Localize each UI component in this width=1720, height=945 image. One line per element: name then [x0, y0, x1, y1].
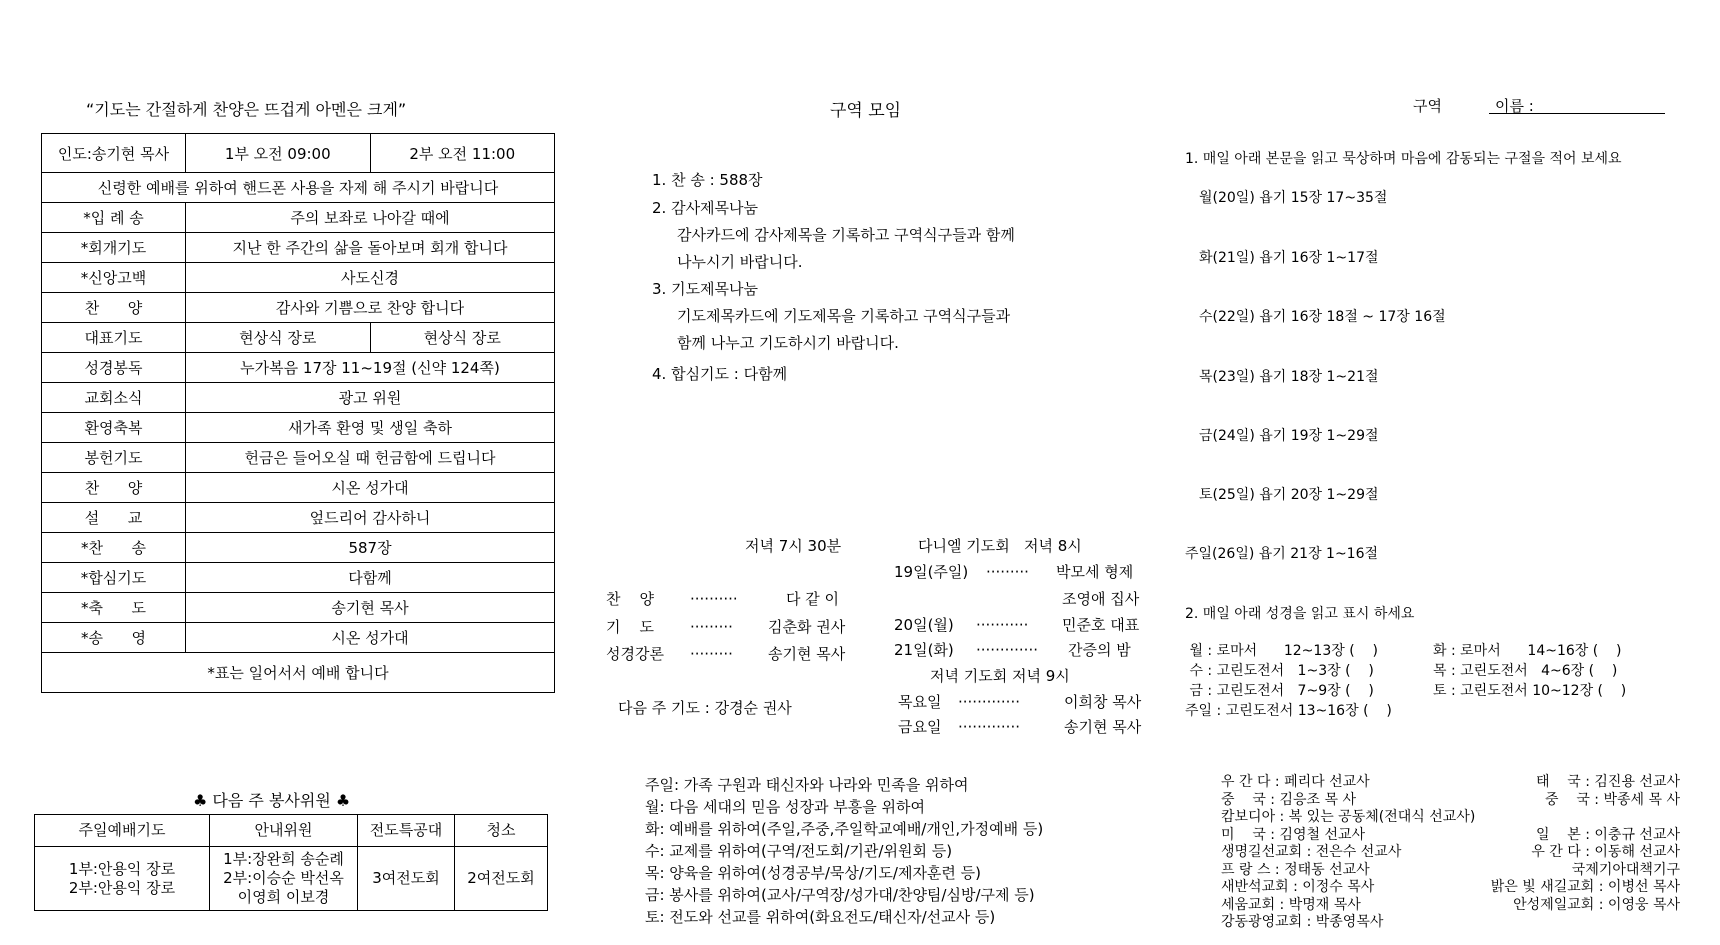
prayer-topics: [645, 774, 1043, 928]
name-label: 이름 :: [1495, 97, 1534, 115]
order-label: 환영축복: [42, 413, 186, 443]
daniel-row: [894, 561, 1149, 582]
reading-item: 수 : 고린도전서 1~3장 ( ): [1185, 663, 1374, 679]
missionary-item: 국제기아대책기구: [1571, 861, 1680, 878]
order-value: 사도신경: [186, 263, 555, 293]
order-value: 지난 한 주간의 삶을 돌아보며 회개 합니다: [186, 233, 555, 263]
order-label: 설 교: [42, 503, 186, 533]
order-value-2: 현상식 장로: [370, 323, 555, 353]
order-label: *회개기도: [42, 233, 186, 263]
daniel-row: [894, 639, 1149, 660]
order-value: 감사와 기쁨으로 찬양 합니다: [186, 293, 555, 323]
order-row: [42, 383, 555, 413]
daniel-row: [898, 691, 1153, 712]
order-label: 찬 양: [42, 293, 186, 323]
evening-dots: ·········: [690, 645, 733, 663]
prayer-line: 1부:안용익 장로: [68, 859, 176, 878]
service2-cell: 2부 오전 11:00: [370, 134, 555, 173]
prayer-cell: [35, 847, 210, 911]
daniel-name: 간증의 밤: [1068, 641, 1131, 659]
evening-value: 송기현 목사: [768, 645, 846, 663]
order-value: 시온 성가대: [186, 623, 555, 653]
cleaning-cell: 2여전도회: [455, 847, 548, 911]
daniel-name: 민준호 대표: [1062, 616, 1140, 634]
order-row: [42, 473, 555, 503]
worship-order-table: [41, 133, 555, 693]
prayer-topic: 주일: 가족 구원과 태신자와 나라와 민족을 위하여: [645, 776, 969, 794]
order-value: 엎드리어 감사하니: [186, 503, 555, 533]
meditation-day: 금(24일) 욥기 19장 1~29절: [1199, 428, 1379, 444]
missionaries-left: [1221, 774, 1475, 932]
next-service-title: ♣ 다음 주 봉사위원 ♣: [193, 791, 351, 810]
prayer-topic: 금: 봉사를 위하여(교사/구역장/성가대/찬양팀/심방/구제 등): [645, 886, 1035, 904]
reading-item: 금 : 고린도전서 7~9장 ( ): [1185, 683, 1374, 699]
daniel-row: [898, 716, 1153, 737]
meditation-q2: 2. 매일 아래 성경을 읽고 표시 하세요: [1185, 606, 1415, 622]
order-label: *신앙고백: [42, 263, 186, 293]
service-header: 안내위원: [210, 815, 358, 847]
missionary-item: 우 간 다 : 페리다 선교사: [1221, 774, 1370, 790]
meditation-day: 토(25일) 욥기 20장 1~29절: [1199, 487, 1379, 503]
evening-label: 성경강론: [606, 645, 664, 663]
missionary-item: [1490, 914, 1680, 932]
order-value: 광고 위원: [186, 383, 555, 413]
order-row: [42, 443, 555, 473]
prayer-topic: 토: 전도와 선교를 위하여(화요전도/태신자/선교사 등): [645, 908, 996, 926]
daniel-dots: ·············: [958, 693, 1020, 711]
evening-row: [606, 588, 856, 609]
order-label: 찬 양: [42, 473, 186, 503]
reading-left: [1185, 641, 1392, 721]
reading-item: 목 : 고린도전서 4~6장 ( ): [1433, 663, 1618, 679]
usher-line: 이영희 이보경: [237, 888, 330, 906]
order-value: 시온 성가대: [186, 473, 555, 503]
evening-value: 김춘화 권사: [768, 618, 846, 636]
daniel-name: 이희창 목사: [1064, 693, 1142, 711]
order-row: [42, 593, 555, 623]
meditation-day: 목(23일) 욥기 18장 1~21절: [1199, 369, 1379, 385]
daniel-day: 20일(월): [894, 616, 954, 634]
order-label: 대표기도: [42, 323, 186, 353]
daniel-name: 송기현 목사: [1064, 718, 1142, 736]
daniel-name: 조영애 집사: [1062, 590, 1140, 608]
evening-dots: ··········: [690, 590, 738, 608]
order-value: 누가복음 17장 11~19절 (신약 124쪽): [186, 353, 555, 383]
order-row: [42, 263, 555, 293]
evening-value: 다 같 이: [786, 590, 840, 608]
prayer-line: 2부:안용익 장로: [68, 878, 176, 897]
order-value: 587장: [186, 533, 555, 563]
daniel-day: 21일(화): [894, 641, 954, 659]
motto: “기도는 간절하게 찬양은 뜨겁게 아멘은 크게”: [86, 100, 407, 119]
daniel-day: 19일(주일): [894, 563, 969, 581]
order-label: *입 례 송: [42, 203, 186, 233]
daniel-day: 목요일: [898, 693, 942, 711]
order-row: [42, 293, 555, 323]
service-header: 청소: [455, 815, 548, 847]
missionary-item: 캄보디아 : 복 있는 공동체(전대식 선교사): [1221, 809, 1476, 825]
order-label: *합심기도: [42, 563, 186, 593]
evening-dots: ·········: [690, 618, 733, 636]
order-label: 성경봉독: [42, 353, 186, 383]
order-value: 다함께: [186, 563, 555, 593]
order-label: 봉헌기도: [42, 443, 186, 473]
order-value: 헌금은 들어오실 때 헌금함에 드립니다: [186, 443, 555, 473]
reading-item: 월 : 로마서 12~13장 ( ): [1185, 643, 1378, 659]
usher-line: 2부:이승순 박선옥: [223, 869, 344, 887]
district-item: 2. 감사제목나눔: [652, 199, 759, 217]
order-footer: *표는 일어서서 예배 합니다: [42, 653, 555, 693]
missionary-item: 일 본 : 이충규 선교사: [1535, 826, 1680, 843]
prayer-topic: 수: 교제를 위하여(구역/전도회/기관/위원회 등): [645, 842, 953, 860]
daniel-title: 다니엘 기도회 저녁 8시: [918, 537, 1082, 555]
service1-cell: 1부 오전 09:00: [186, 134, 371, 173]
order-value: 새가족 환영 및 생일 축하: [186, 413, 555, 443]
district-item: 나누시기 바랍니다.: [677, 253, 803, 271]
order-row: [42, 323, 555, 353]
meditation-day: 주일(26일) 욥기 21장 1~16절: [1185, 546, 1379, 562]
daniel-dots: ·············: [976, 641, 1038, 659]
evening-label: 찬 양: [606, 590, 655, 608]
order-label: *찬 송: [42, 533, 186, 563]
prayer-topic: 화: 예배를 위하여(주일,주중,주일학교예배/개인,가정예배 등): [645, 820, 1044, 838]
order-value: 현상식 장로: [186, 323, 371, 353]
notice-cell: 신령한 예배를 위하여 핸드폰 사용을 자제 해 주시기 바랍니다: [42, 173, 555, 203]
district-meeting-title: 구역 모임: [830, 101, 902, 121]
reading-item: 토 : 고린도전서 10~12장 ( ): [1433, 683, 1627, 699]
daniel-dots: ···········: [976, 616, 1029, 634]
next-prayer: 다음 주 기도 : 강경순 권사: [618, 699, 792, 717]
evening-row: [606, 616, 856, 637]
order-row: [42, 503, 555, 533]
service-header: 전도특공대: [358, 815, 455, 847]
district-item: 감사카드에 감사제목을 기록하고 구역식구들과 함께: [677, 226, 1015, 244]
district-item: 3. 기도제목나눔: [652, 280, 759, 298]
missionary-item: 새반석교회 : 이정수 목사: [1221, 879, 1375, 895]
district-item: 함께 나누고 기도하시기 바랍니다.: [677, 334, 899, 352]
missionary-item: 태 국 : 김진용 선교사: [1535, 774, 1680, 790]
order-row: [42, 203, 555, 233]
order-row: [42, 233, 555, 263]
meditation-day: 화(21일) 욥기 16장 1~17절: [1199, 250, 1379, 266]
district-item: 4. 합심기도 : 다함께: [652, 365, 788, 383]
order-row: [42, 533, 555, 563]
next-service-table: [34, 814, 548, 911]
ushers-cell: [210, 847, 358, 911]
leader-cell: 인도:송기현 목사: [42, 134, 186, 173]
missionary-item: 중 국 : 김응조 목 사: [1221, 791, 1356, 808]
daniel-dots: ·········: [986, 563, 1029, 581]
order-row: [42, 353, 555, 383]
missionary-item: 강동광영교회 : 박종영목사: [1221, 914, 1384, 930]
missionaries-right: [1490, 774, 1680, 932]
evening-label: 기 도: [606, 618, 655, 636]
daniel-row: [894, 614, 1149, 635]
daniel-dots: ·············: [958, 718, 1020, 736]
missionary-item: 밝은 빛 새길교회 : 이병선 목사: [1490, 879, 1680, 895]
reading-item: 화 : 로마서 14~16장 ( ): [1433, 643, 1622, 659]
reading-right: [1433, 641, 1626, 701]
evening-title: 저녁 7시 30분: [745, 537, 842, 555]
missionary-item: [1490, 809, 1680, 827]
meditation-day: 수(22일) 욥기 16장 18절 ~ 17장 16절: [1199, 309, 1446, 325]
missionary-item: 세움교회 : 박명재 목사: [1221, 896, 1361, 913]
order-value: 송기현 목사: [186, 593, 555, 623]
missionary-item: 우 간 다 : 이동해 선교사: [1531, 844, 1680, 860]
order-value: 주의 보좌로 나아갈 때에: [186, 203, 555, 233]
district-item: 기도제목카드에 기도제목을 기록하고 구역식구들과: [677, 307, 1011, 325]
meditation-day: 월(20일) 욥기 15장 17~35절: [1199, 190, 1388, 206]
meditation-q1: 1. 매일 아래 본문을 읽고 묵상하며 마음에 감동되는 구절을 적어 보세요: [1185, 151, 1622, 167]
missionary-item: 생명길선교회 : 전은수 선교사: [1221, 844, 1402, 860]
missionary-item: 프 랑 스 : 정태동 선교사: [1221, 861, 1370, 878]
service-header: 주일예배기도: [35, 815, 210, 847]
order-label: *축 도: [42, 593, 186, 623]
evening-prayer-title: 저녁 기도회 저녁 9시: [930, 667, 1070, 685]
prayer-topic: 목: 양육을 위하여(성경공부/묵상/기도/제자훈련 등): [645, 864, 982, 882]
missionary-item: 미 국 : 김영철 선교사: [1221, 826, 1366, 843]
order-row: [42, 623, 555, 653]
daniel-day: 금요일: [898, 718, 942, 736]
order-label: *송 영: [42, 623, 186, 653]
missionary-item: 안성제일교회 : 이영웅 목사: [1513, 896, 1680, 913]
usher-line: 1부:장완희 송순례: [223, 850, 344, 868]
evangelism-cell: 3여전도회: [358, 847, 455, 911]
district-item: 1. 찬 송 : 588장: [652, 171, 763, 189]
prayer-topic: 월: 다음 세대의 믿음 성장과 부흥을 위하여: [645, 798, 925, 816]
daniel-name: 박모세 형제: [1056, 563, 1134, 581]
missionary-item: 중 국 : 박종세 목 사: [1545, 791, 1680, 808]
order-label: 교회소식: [42, 383, 186, 413]
name-underline: [1489, 113, 1665, 114]
evening-row: [606, 643, 856, 664]
order-row: [42, 563, 555, 593]
order-row: [42, 413, 555, 443]
reading-item: 주일 : 고린도전서 13~16장 ( ): [1185, 703, 1392, 719]
area-label: 구역: [1413, 97, 1442, 115]
